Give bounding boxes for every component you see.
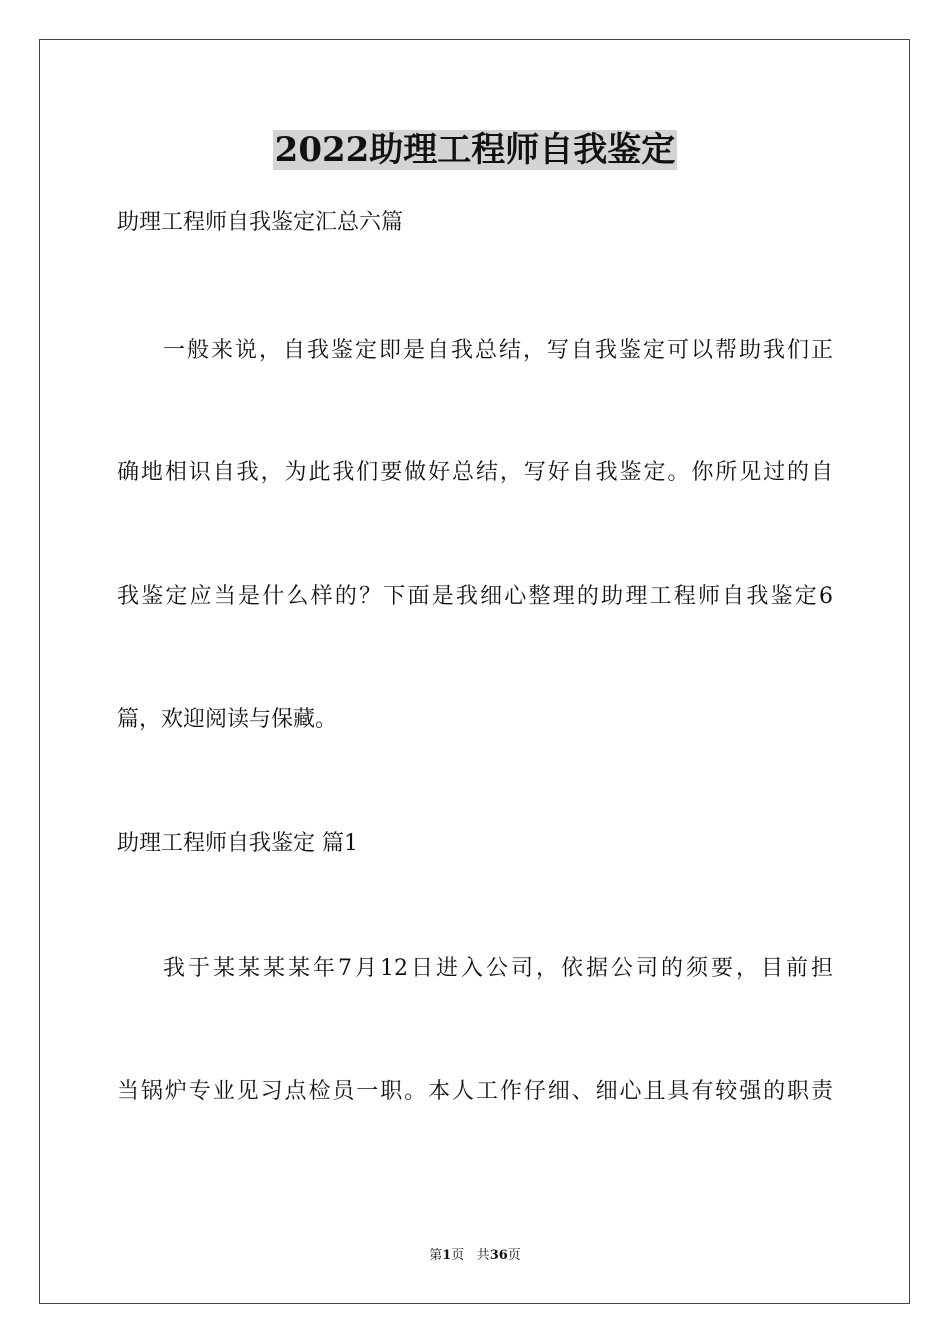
footer-page-suffix: 页 <box>451 1248 465 1263</box>
intro-line-3: 我鉴定应当是什么样的？下面是我细心整理的助理工程师自我鉴定6 <box>117 584 833 609</box>
body-line-2: 当锅炉专业见习点检员一职。本人工作仔细、细心且具有较强的职责 <box>117 1079 833 1104</box>
footer-total-suffix: 页 <box>507 1248 521 1263</box>
intro-line-2: 确地相识自我，为此我们要做好总结，写好自我鉴定。你所见过的自 <box>117 460 833 485</box>
section-heading: 助理工程师自我鉴定 篇1 <box>117 831 358 856</box>
document-title <box>0 127 950 173</box>
document-title-text: 2022助理工程师自我鉴定 <box>274 130 676 170</box>
document-subtitle: 助理工程师自我鉴定汇总六篇 <box>117 210 404 235</box>
intro-line-1: 一般来说，自我鉴定即是自我总结，写自我鉴定可以帮助我们正 <box>163 338 833 363</box>
footer-total-pages: 36 <box>489 1248 508 1263</box>
intro-line-4: 篇，欢迎阅读与保藏。 <box>117 707 338 732</box>
page-footer <box>0 1247 950 1265</box>
footer-page-number: 1 <box>442 1248 452 1263</box>
footer-total-prefix: 共 <box>476 1248 490 1263</box>
footer-prefix: 第 <box>429 1248 443 1263</box>
body-line-1: 我于某某某某年7月12日进入公司，依据公司的须要，目前担 <box>163 956 833 981</box>
